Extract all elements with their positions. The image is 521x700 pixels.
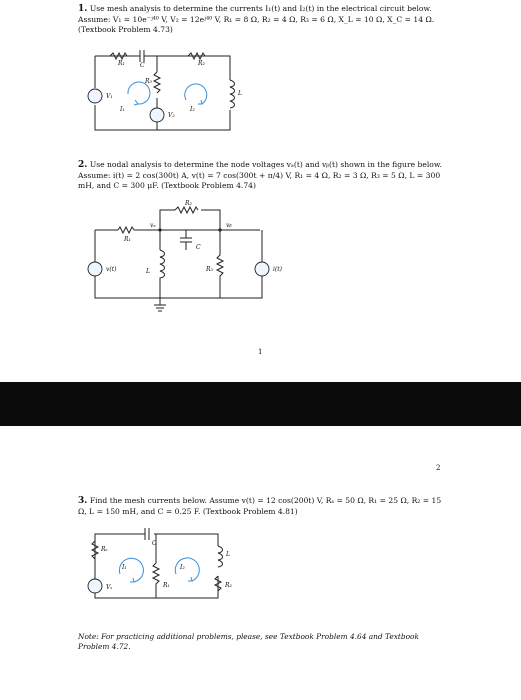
c1-label-v2: V₂ <box>168 112 175 119</box>
c2-label-it: i(t) <box>273 266 283 273</box>
problem-1-statement: Use mesh analysis to determine the currents I₁(t) and I₂(t) in the electrical circuit below. Assume: V₁ = 10e⁻ʲ⁴⁰ V, V₂ = 12eʲ⁴⁰ V, R₁ = 8 Ω, R₂ = 4 Ω, R₃ = 6 Ω, X_L = 10 Ω, X_C = 14 Ω. (Textbook Problem 4.73) <box>78 4 435 35</box>
c2-label-r2: R₂ <box>185 200 192 207</box>
page-1-number: 1 <box>258 348 263 356</box>
c2-label-l: L <box>146 268 150 275</box>
page-separator <box>0 382 521 426</box>
c2-label-c: C <box>196 244 201 251</box>
note-text: Note: For practicing additional problems, please, see Textbook Problem 4.64 and Textbook Problem 4.72. <box>78 632 419 651</box>
c1-label-v1: V₁ <box>106 93 113 100</box>
c2-label-vt: v(t) <box>106 266 117 273</box>
c1-label-c: C <box>140 62 145 69</box>
problem-3-statement: Find the mesh currents below. Assume v(t) = 12 cos(200t) V, Rₛ = 50 Ω, R₁ = 25 Ω, R₂ = 15 Ω, L = 150 mH, and C = 0.25 F. (Textbook Problem 4.81) <box>78 496 442 516</box>
c3-label-rs: Rₛ <box>101 546 108 553</box>
c2-label-r1: R₁ <box>124 236 131 243</box>
c1-label-i1: I₁ <box>120 106 125 113</box>
page-2-number: 2 <box>436 464 441 472</box>
c1-label-r3: R₃ <box>145 78 152 85</box>
c3-label-i1: I₁ <box>122 564 127 571</box>
problem-2-statement: Use nodal analysis to determine the node voltages vₐ(t) and vᵦ(t) shown in the figure below. Assume: i(t) = 2 cos(300t) A, v(t) = 7 cos(300t + π/4) V, R₁ = 4 Ω, R₂ = 3 Ω, R₃ = 5 Ω, L = 300 mH, and C = 300 μF. (Textbook Problem 4.74) <box>78 160 442 191</box>
c3-label-i2: I₂ <box>180 564 185 571</box>
c3-label-l: L <box>226 551 230 558</box>
c2-label-va: vₐ <box>150 222 156 229</box>
page-2 <box>0 426 521 700</box>
c2-label-vb: vᵦ <box>226 222 232 229</box>
problem-1-number: 1. <box>78 4 88 14</box>
c1-label-i2: I₂ <box>190 106 195 113</box>
c3-label-r2: R₂ <box>225 582 232 589</box>
circuit-3-diagram <box>0 426 521 700</box>
problem-2-number: 2. <box>78 160 88 170</box>
c1-label-r1: R₁ <box>118 60 125 67</box>
c1-label-l: L <box>238 90 242 97</box>
c2-label-r3: R₃ <box>206 266 213 273</box>
c3-label-r1: R₁ <box>163 582 170 589</box>
c1-label-r2: R₂ <box>198 60 205 67</box>
c3-label-vs: Vₛ <box>106 584 113 591</box>
c3-label-c: C <box>152 540 157 547</box>
circuit-2-diagram <box>0 0 521 320</box>
problem-3-number: 3. <box>78 496 88 506</box>
